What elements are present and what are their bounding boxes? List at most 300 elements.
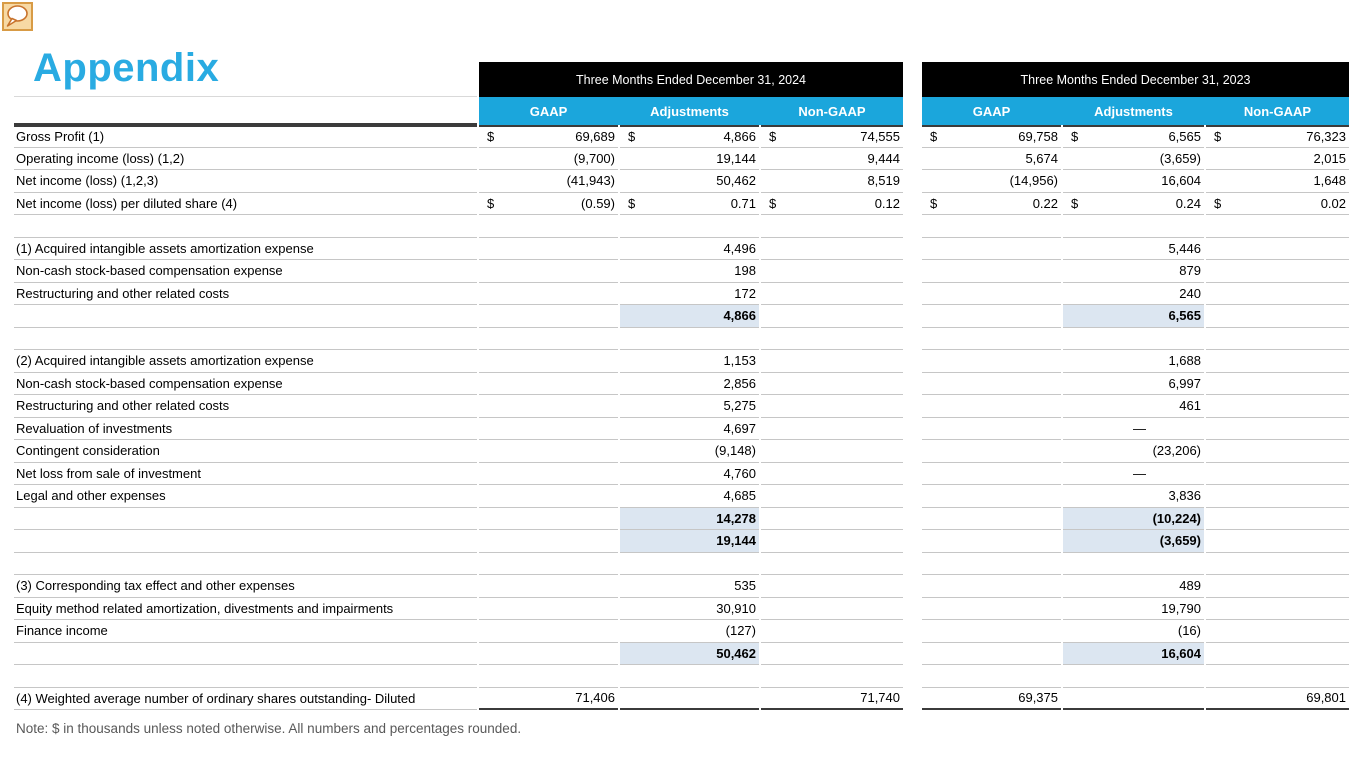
value-cell — [1206, 418, 1349, 441]
currency-symbol: $ — [628, 195, 636, 211]
group-gap — [905, 395, 920, 418]
value-cell — [1063, 553, 1204, 576]
cell-value: 2,856 — [723, 375, 756, 391]
cell-value: (41,943) — [566, 173, 615, 189]
value-cell — [1206, 350, 1349, 373]
value-cell — [479, 463, 618, 486]
group-gap — [905, 463, 920, 486]
value-cell — [479, 373, 618, 396]
value-cell — [761, 373, 903, 396]
value-cell — [761, 598, 903, 621]
cell-value: — — [1133, 465, 1146, 481]
currency-symbol: $ — [1214, 129, 1222, 145]
value-cell — [922, 553, 1061, 576]
value-cell — [1063, 440, 1204, 463]
table-row — [14, 643, 1349, 666]
cell-value: 8,519 — [867, 173, 900, 189]
value-cell — [620, 620, 759, 643]
cell-value: 461 — [1179, 398, 1201, 414]
value-cell — [1063, 598, 1204, 621]
cell-value: 0.12 — [874, 195, 900, 211]
row-label — [14, 530, 477, 553]
cell-value: (16) — [1177, 623, 1201, 639]
currency-symbol: $ — [1214, 195, 1222, 211]
value-cell — [1206, 238, 1349, 261]
cell-value: 50,462 — [716, 173, 756, 189]
cell-value: 71,406 — [575, 690, 615, 706]
value-cell — [479, 395, 618, 418]
value-cell — [1206, 643, 1349, 666]
value-cell — [479, 193, 618, 216]
group-gap — [905, 193, 920, 216]
value-cell — [1063, 260, 1204, 283]
cell-value: 4,866 — [723, 129, 756, 145]
table-row — [14, 238, 1349, 261]
value-cell — [761, 485, 903, 508]
cell-value: 1,688 — [1168, 353, 1201, 369]
value-cell — [761, 665, 903, 688]
cell-value: 2,015 — [1313, 150, 1346, 166]
value-cell — [761, 125, 903, 148]
cell-value: 69,375 — [1018, 690, 1058, 706]
value-cell — [761, 193, 903, 216]
group-gap — [905, 260, 920, 283]
value-cell — [922, 688, 1061, 711]
group-gap — [905, 328, 920, 351]
value-cell — [1063, 215, 1204, 238]
group-gap — [905, 148, 920, 171]
label-column-header — [14, 62, 477, 97]
spacer-row — [14, 665, 1349, 688]
value-cell — [1063, 508, 1204, 531]
value-cell — [922, 373, 1061, 396]
value-cell — [1063, 620, 1204, 643]
group-gap — [905, 418, 920, 441]
cell-value: 1,648 — [1313, 173, 1346, 189]
group-gap — [905, 170, 920, 193]
table-row — [14, 598, 1349, 621]
value-cell — [479, 553, 618, 576]
row-label — [14, 328, 477, 351]
value-cell — [922, 193, 1061, 216]
value-cell — [1063, 485, 1204, 508]
row-label: (4) Weighted average number of ordinary shares outstanding- Diluted — [14, 688, 477, 711]
value-cell — [761, 508, 903, 531]
group-gap — [905, 530, 920, 553]
value-cell — [761, 553, 903, 576]
col-header-adjustments-2024: Adjustments — [650, 103, 729, 119]
group-gap — [905, 62, 920, 97]
value-cell — [761, 328, 903, 351]
group-gap — [905, 97, 920, 125]
cell-value: (3,659) — [1159, 150, 1201, 166]
value-cell — [922, 665, 1061, 688]
value-cell — [1206, 598, 1349, 621]
value-cell — [479, 283, 618, 306]
value-cell — [620, 688, 759, 711]
cell-value: 6,997 — [1168, 375, 1201, 391]
value-cell — [620, 395, 759, 418]
value-cell — [479, 688, 618, 711]
table-row — [14, 530, 1349, 553]
value-cell — [620, 260, 759, 283]
row-label: Legal and other expenses — [14, 485, 477, 508]
cell-value: (23,206) — [1152, 443, 1201, 459]
value-cell — [620, 665, 759, 688]
table-row — [14, 350, 1349, 373]
value-cell — [620, 418, 759, 441]
value-cell — [479, 125, 618, 148]
value-cell — [479, 620, 618, 643]
value-cell — [761, 688, 903, 711]
cell-value: 14,278 — [716, 510, 756, 526]
value-cell — [922, 643, 1061, 666]
row-label: Equity method related amortization, divestments and impairments — [14, 598, 477, 621]
value-cell — [761, 530, 903, 553]
row-label — [14, 508, 477, 531]
value-cell — [1206, 148, 1349, 171]
value-cell — [1206, 688, 1349, 711]
label-column-subheader — [14, 97, 477, 125]
table-row — [14, 575, 1349, 598]
value-cell — [1063, 530, 1204, 553]
value-cell — [620, 148, 759, 171]
table-row — [14, 440, 1349, 463]
period-header-2023: Three Months Ended December 31, 2023 — [922, 62, 1349, 97]
value-cell — [1206, 260, 1349, 283]
value-cell — [479, 508, 618, 531]
value-cell — [479, 643, 618, 666]
value-cell — [1063, 193, 1204, 216]
row-label: Revaluation of investments — [14, 418, 477, 441]
value-cell — [1206, 395, 1349, 418]
cell-value: (3,659) — [1159, 533, 1201, 549]
value-cell — [1206, 193, 1349, 216]
value-cell — [620, 530, 759, 553]
row-label — [14, 665, 477, 688]
value-cell — [1063, 665, 1204, 688]
gaap-reconciliation-table — [14, 62, 1349, 710]
period-header-2024: Three Months Ended December 31, 2024 — [479, 62, 903, 97]
value-cell — [479, 148, 618, 171]
spacer-row — [14, 553, 1349, 576]
cell-value: (10,224) — [1152, 510, 1201, 526]
spacer-row — [14, 328, 1349, 351]
cell-value: 4,866 — [723, 308, 756, 324]
value-cell — [479, 665, 618, 688]
group-gap — [905, 643, 920, 666]
table-rows — [14, 125, 1349, 710]
value-cell — [479, 328, 618, 351]
row-label: Contingent consideration — [14, 440, 477, 463]
cell-value: 4,685 — [723, 488, 756, 504]
cell-value: 172 — [734, 285, 756, 301]
column-headers-2023 — [922, 97, 1349, 125]
group-gap — [905, 620, 920, 643]
cell-value: 5,275 — [723, 398, 756, 414]
col-header-gaap-2024: GAAP — [529, 103, 568, 119]
value-cell — [922, 170, 1061, 193]
value-cell — [922, 440, 1061, 463]
cell-value: 3,836 — [1168, 488, 1201, 504]
table-row — [14, 688, 1349, 711]
cell-value: 198 — [734, 263, 756, 279]
value-cell — [761, 215, 903, 238]
value-cell — [479, 440, 618, 463]
value-cell — [620, 485, 759, 508]
cell-value: — — [1133, 420, 1146, 436]
value-cell — [922, 238, 1061, 261]
value-cell — [479, 350, 618, 373]
currency-symbol: $ — [769, 129, 777, 145]
value-cell — [620, 283, 759, 306]
cell-value: 0.24 — [1175, 195, 1201, 211]
value-cell — [620, 508, 759, 531]
value-cell — [922, 508, 1061, 531]
cell-value: 6,565 — [1168, 129, 1201, 145]
value-cell — [922, 350, 1061, 373]
value-cell — [1063, 305, 1204, 328]
value-cell — [922, 125, 1061, 148]
period-header-row — [14, 62, 1349, 97]
value-cell — [1206, 530, 1349, 553]
cell-value: (14,956) — [1009, 173, 1058, 189]
value-cell — [1063, 575, 1204, 598]
value-cell — [479, 485, 618, 508]
value-cell — [922, 305, 1061, 328]
row-label: Finance income — [14, 620, 477, 643]
cell-value: 74,555 — [860, 129, 900, 145]
value-cell — [620, 125, 759, 148]
value-cell — [761, 575, 903, 598]
value-cell — [1206, 215, 1349, 238]
value-cell — [1206, 373, 1349, 396]
cell-value: 19,790 — [1161, 600, 1201, 616]
value-cell — [1063, 238, 1204, 261]
value-cell — [479, 575, 618, 598]
group-gap — [905, 238, 920, 261]
group-gap — [905, 485, 920, 508]
value-cell — [620, 643, 759, 666]
value-cell — [479, 260, 618, 283]
value-cell — [1063, 328, 1204, 351]
value-cell — [1063, 125, 1204, 148]
cell-value: 240 — [1179, 285, 1201, 301]
cell-value: 16,604 — [1161, 173, 1201, 189]
cell-value: (0.59) — [581, 195, 615, 211]
row-label: (1) Acquired intangible assets amortization expense — [14, 238, 477, 261]
currency-symbol: $ — [930, 129, 938, 145]
row-label: Net income (loss) (1,2,3) — [14, 170, 477, 193]
value-cell — [620, 463, 759, 486]
cell-value: 0.02 — [1320, 195, 1346, 211]
cell-value: 489 — [1179, 578, 1201, 594]
currency-symbol: $ — [487, 129, 495, 145]
value-cell — [620, 305, 759, 328]
table-row — [14, 620, 1349, 643]
value-cell — [1063, 463, 1204, 486]
value-cell — [922, 283, 1061, 306]
value-cell — [761, 463, 903, 486]
cell-value: 50,462 — [716, 645, 756, 661]
col-header-gaap-2023: GAAP — [972, 103, 1011, 119]
group-gap — [905, 575, 920, 598]
group-gap — [905, 440, 920, 463]
group-gap — [905, 125, 920, 148]
spacer-row — [14, 215, 1349, 238]
row-label: Restructuring and other related costs — [14, 283, 477, 306]
currency-symbol: $ — [628, 129, 636, 145]
table-row — [14, 148, 1349, 171]
cell-value: 69,801 — [1306, 690, 1346, 706]
value-cell — [620, 328, 759, 351]
footnote: Note: $ in thousands unless noted otherwise. All numbers and percentages rounded. — [16, 721, 522, 736]
currency-symbol: $ — [769, 195, 777, 211]
table-row — [14, 418, 1349, 441]
col-header-nongaap-2023: Non-GAAP — [1243, 103, 1312, 119]
currency-symbol: $ — [487, 195, 495, 211]
row-label — [14, 553, 477, 576]
value-cell — [1206, 305, 1349, 328]
cell-value: 4,496 — [723, 240, 756, 256]
currency-symbol: $ — [1071, 129, 1079, 145]
value-cell — [1206, 508, 1349, 531]
row-label — [14, 305, 477, 328]
page-title: Appendix — [33, 46, 220, 90]
cell-value: 4,697 — [723, 420, 756, 436]
value-cell — [479, 530, 618, 553]
cell-value: 19,144 — [716, 150, 756, 166]
cell-value: (9,148) — [714, 443, 756, 459]
row-label — [14, 215, 477, 238]
value-cell — [1206, 553, 1349, 576]
group-gap — [905, 373, 920, 396]
table-row — [14, 305, 1349, 328]
group-gap — [905, 598, 920, 621]
cell-value: 5,446 — [1168, 240, 1201, 256]
value-cell — [1206, 170, 1349, 193]
value-cell — [620, 598, 759, 621]
group-gap — [905, 305, 920, 328]
value-cell — [620, 575, 759, 598]
cell-value: 0.71 — [730, 195, 756, 211]
value-cell — [1206, 328, 1349, 351]
value-cell — [761, 643, 903, 666]
comment-annotation-button[interactable] — [2, 2, 33, 31]
value-cell — [479, 170, 618, 193]
row-label: Non-cash stock-based compensation expense — [14, 260, 477, 283]
row-label: Gross Profit (1) — [14, 125, 477, 148]
value-cell — [479, 215, 618, 238]
value-cell — [922, 148, 1061, 171]
cell-value: 4,760 — [723, 465, 756, 481]
row-label: Operating income (loss) (1,2) — [14, 148, 477, 171]
value-cell — [1206, 283, 1349, 306]
value-cell — [761, 440, 903, 463]
group-gap — [905, 350, 920, 373]
value-cell — [1206, 575, 1349, 598]
value-cell — [1063, 350, 1204, 373]
value-cell — [1206, 665, 1349, 688]
table-row — [14, 485, 1349, 508]
value-cell — [922, 215, 1061, 238]
value-cell — [761, 170, 903, 193]
cell-value: 5,674 — [1025, 150, 1058, 166]
value-cell — [620, 350, 759, 373]
cell-value: 6,565 — [1168, 308, 1201, 324]
group-gap — [905, 215, 920, 238]
value-cell — [1206, 125, 1349, 148]
value-cell — [922, 485, 1061, 508]
group-gap — [905, 508, 920, 531]
row-label: (2) Acquired intangible assets amortization expense — [14, 350, 477, 373]
value-cell — [620, 553, 759, 576]
cell-value: 0.22 — [1032, 195, 1058, 211]
value-cell — [620, 170, 759, 193]
col-header-nongaap-2024: Non-GAAP — [798, 103, 866, 119]
value-cell — [922, 620, 1061, 643]
cell-value: (127) — [725, 623, 756, 639]
value-cell — [922, 395, 1061, 418]
value-cell — [479, 238, 618, 261]
value-cell — [922, 260, 1061, 283]
value-cell — [620, 215, 759, 238]
cell-value: 9,444 — [867, 150, 900, 166]
column-headers-2024 — [479, 97, 903, 125]
group-gap — [905, 283, 920, 306]
cell-value: 1,153 — [723, 353, 756, 369]
table-row — [14, 260, 1349, 283]
cell-value: (9,700) — [573, 150, 615, 166]
value-cell — [1063, 283, 1204, 306]
col-header-adjustments-2023: Adjustments — [1094, 103, 1173, 119]
value-cell — [1206, 440, 1349, 463]
table-row — [14, 170, 1349, 193]
row-label: Restructuring and other related costs — [14, 395, 477, 418]
cell-value: 69,689 — [575, 129, 615, 145]
cell-value: 71,740 — [860, 690, 900, 706]
value-cell — [620, 238, 759, 261]
value-cell — [761, 305, 903, 328]
value-cell — [761, 418, 903, 441]
cell-value: 19,144 — [716, 533, 756, 549]
currency-symbol: $ — [930, 195, 938, 211]
value-cell — [1063, 170, 1204, 193]
value-cell — [761, 260, 903, 283]
value-cell — [922, 418, 1061, 441]
value-cell — [1063, 418, 1204, 441]
row-label: Non-cash stock-based compensation expense — [14, 373, 477, 396]
row-label: Net loss from sale of investment — [14, 463, 477, 486]
value-cell — [1063, 395, 1204, 418]
table-row — [14, 373, 1349, 396]
row-label: Net income (loss) per diluted share (4) — [14, 193, 477, 216]
value-cell — [761, 238, 903, 261]
group-gap — [905, 688, 920, 711]
cell-value: 30,910 — [716, 600, 756, 616]
value-cell — [1063, 643, 1204, 666]
value-cell — [1063, 688, 1204, 711]
row-label — [14, 643, 477, 666]
group-gap — [905, 665, 920, 688]
value-cell — [620, 373, 759, 396]
cell-value: 535 — [734, 578, 756, 594]
value-cell — [922, 530, 1061, 553]
value-cell — [620, 440, 759, 463]
group-gap — [905, 553, 920, 576]
cell-value: 69,758 — [1018, 129, 1058, 145]
cell-value: 16,604 — [1161, 645, 1201, 661]
